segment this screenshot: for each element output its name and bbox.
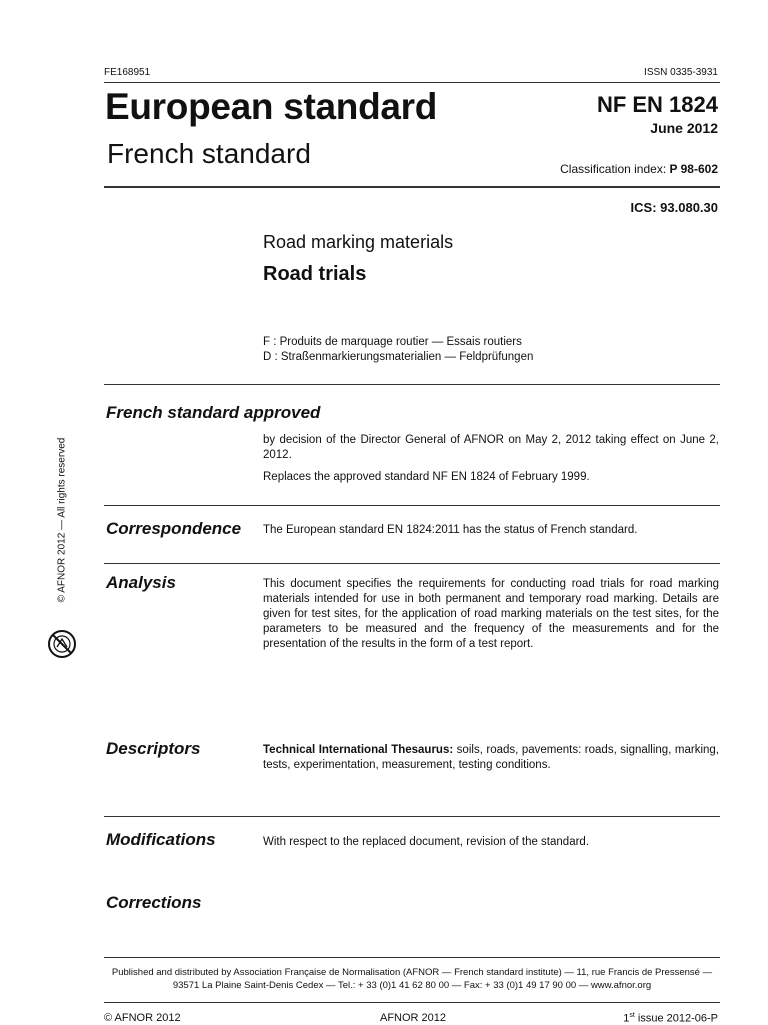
page-subtitle: French standard [107,138,311,169]
vertical-copyright-text: © AFNOR 2012 — All rights reserved [56,437,68,603]
divider [104,505,720,506]
document-code: FE168951 [104,67,151,78]
replaces-text: Replaces the approved standard NF EN 1824 of February 1999. [263,471,590,483]
no-copy-icon [47,629,77,659]
section-label-correspondence: Correspondence [106,519,242,538]
section-label-descriptors: Descriptors [106,739,201,758]
issue-number [623,1012,718,1025]
subject-category: Road marking materials [263,232,454,252]
translation-french: F : Produits de marquage routier — Essais routiers [263,336,522,348]
section-label-approved: French standard approved [106,403,321,422]
publisher-line-2: 93571 La Plaine Saint-Denis Cedex — Tel.: + 33 (0)1 41 62 80 00 — Fax: + 33 (0)1 49 17 90 00 — www.afnor.org [172,980,652,991]
divider [104,1002,720,1003]
modifications-text: With respect to the replaced document, revision of the standard. [263,836,590,848]
divider [104,563,720,564]
section-label-analysis: Analysis [106,573,176,592]
publisher-line-1: Published and distributed by Association Française de Normalisation (AFNOR — French standard institute) — 11, rue Francis de Pressensé — [111,967,713,978]
correspondence-text: The European standard EN 1824:2011 has the status of French standard. [263,524,638,536]
descriptors-keywords: soils, roads, pavements: roads, signalling, marking, tests, experimentation, measurement, testing conditions. [263,744,719,771]
divider [104,384,720,385]
copyright-center: AFNOR 2012 [380,1012,447,1024]
approved-text: by decision of the Director General of AFNOR on May 2, 2012 taking effect on June 2, 2012. [263,434,719,461]
issue-num: 1 [623,1012,630,1025]
standard-number: NF EN 1824 [596,92,718,117]
document-title: Road trials [263,263,367,285]
standard-date: June 2012 [650,120,718,136]
issue-rest: issue 2012-06-P [634,1012,718,1025]
divider [104,957,720,958]
classification-value: P 98-602 [669,162,718,176]
descriptors-text [263,743,719,773]
translation-german: D : Straßenmarkierungsmaterialien — Feldprüfungen [263,351,534,363]
divider [104,82,720,83]
copyright-left: © AFNOR 2012 [104,1012,181,1024]
descriptors-lead: Technical International Thesaurus: [263,744,454,756]
section-label-corrections: Corrections [106,893,202,912]
classification-index [560,162,718,176]
section-label-modifications: Modifications [106,830,216,849]
page-title: European standard [105,86,438,127]
divider [104,186,720,188]
analysis-text: This document specifies the requirements for conducting road trials for road marking materials intended for use in both permanent and temporary road marking. Details are given for test sites, for the application of road marking materials on the test sites, for the parameters to be measured and the frequency of the measurements and for the presentation of the results in the form of a test report. [263,578,719,650]
ics-code: ICS: 93.080.30 [630,200,718,215]
classification-label: Classification index: [560,162,670,176]
publisher-info [104,966,720,992]
divider [104,816,720,817]
issn: ISSN 0335-3931 [644,67,718,78]
issue-sup: st [629,1012,635,1019]
